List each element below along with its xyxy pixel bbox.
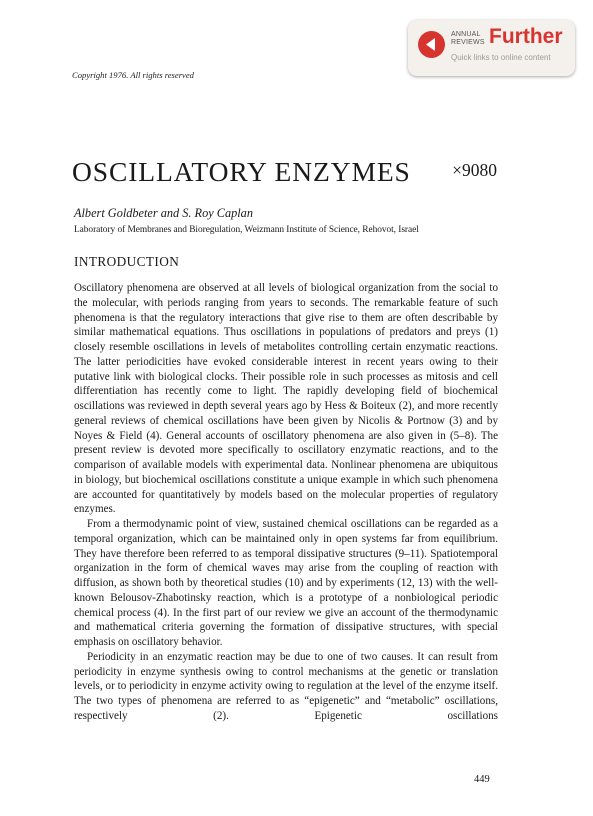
further-subtitle: Quick links to online content	[451, 53, 551, 62]
reviews-line: REVIEWS	[451, 38, 485, 46]
annual-line: ANNUAL	[451, 31, 481, 38]
further-links-badge[interactable]	[408, 20, 575, 76]
section-heading: INTRODUCTION	[74, 254, 180, 269]
author-affiliation: Laboratory of Membranes and Bioregulation, Weizmann Institute of Science, Rehovot, Israel	[74, 225, 419, 235]
article-authors: Albert Goldbeter and S. Roy Caplan	[74, 206, 253, 220]
paragraph: Periodicity in an enzymatic reaction may be due to one of two causes. It can result from periodicity in enzyme synthesis owing to control mechanisms at the genetic or translation levels, or to periodicity in enzyme activity owing to regulation at the level of the enzyme itself. The two types of phenomena are referred to as “epigenetic” and “metabolic” oscillations, respectively (2). Epigenetic oscillations	[74, 650, 498, 722]
paragraph: Oscillatory phenomena are observed at all levels of biological organization from the social to the molecular, with periods ranging from years to seconds. The remarkable feature of such phenomena is that the regulatory interactions that give rise to them are often describable by similar mathematical equations. Thus oscillations in populations of predators and preys (1) closely resemble oscillations in levels of metabolites controlling certain enzymatic reactions. The latter periodicities have evoked considerable interest in recent years owing to their putative link with biological clocks. Their possible role in such processes as mitosis and cell differentiation has recently come to light. The rapidly developing field of biochemical oscillations was reviewed in depth several years ago by Hess & Boiteux (2), and more recently general reviews of chemical oscillations have been given by Nicolis & Portnow (3) and by Noyes & Field (4). General accounts of oscillatory phenomena are also given in (5–8). The present review is devoted more specifically to oscillatory enzymatic reactions, and to the comparison of available models with experimental data. Nonlinear phenomena are ubiquitous in biology, but biochemical oscillations constitute a unique example in which such phenomena are accounted for quantitatively by models based on the molecular properties of regulatory enzymes.	[74, 282, 498, 516]
copyright-notice: Copyright 1976. All rights reserved	[72, 70, 194, 80]
paragraph: From a thermodynamic point of view, sustained chemical oscillations can be regarded as a temporal organization, which can be maintained only in open systems far from equilibrium. They have therefore been referred to as temporal dissipative structures (9–11). Spatiotemporal organization in the form of chemical waves may arise from the coupling of reaction with diffusion, as shown both by theoretical studies (10) and by experiments (12, 13) with the well-known Belousov-Zhabotinsky reaction, which is a prototype of a nonbiological periodic chemical process (4). In the first part of our review we give an account of the thermodynamic and mathematical criteria governing the formation of dissipative structures, with special emphasis on oscillatory behavior.	[74, 518, 498, 648]
arrow-left-icon	[418, 31, 445, 58]
article-title: OSCILLATORY ENZYMES	[72, 156, 411, 187]
article-code: ×9080	[452, 160, 497, 180]
annual-reviews-logo	[451, 31, 485, 46]
article-body	[74, 281, 498, 724]
further-label: Further	[489, 25, 563, 48]
page-number: 449	[474, 774, 490, 785]
